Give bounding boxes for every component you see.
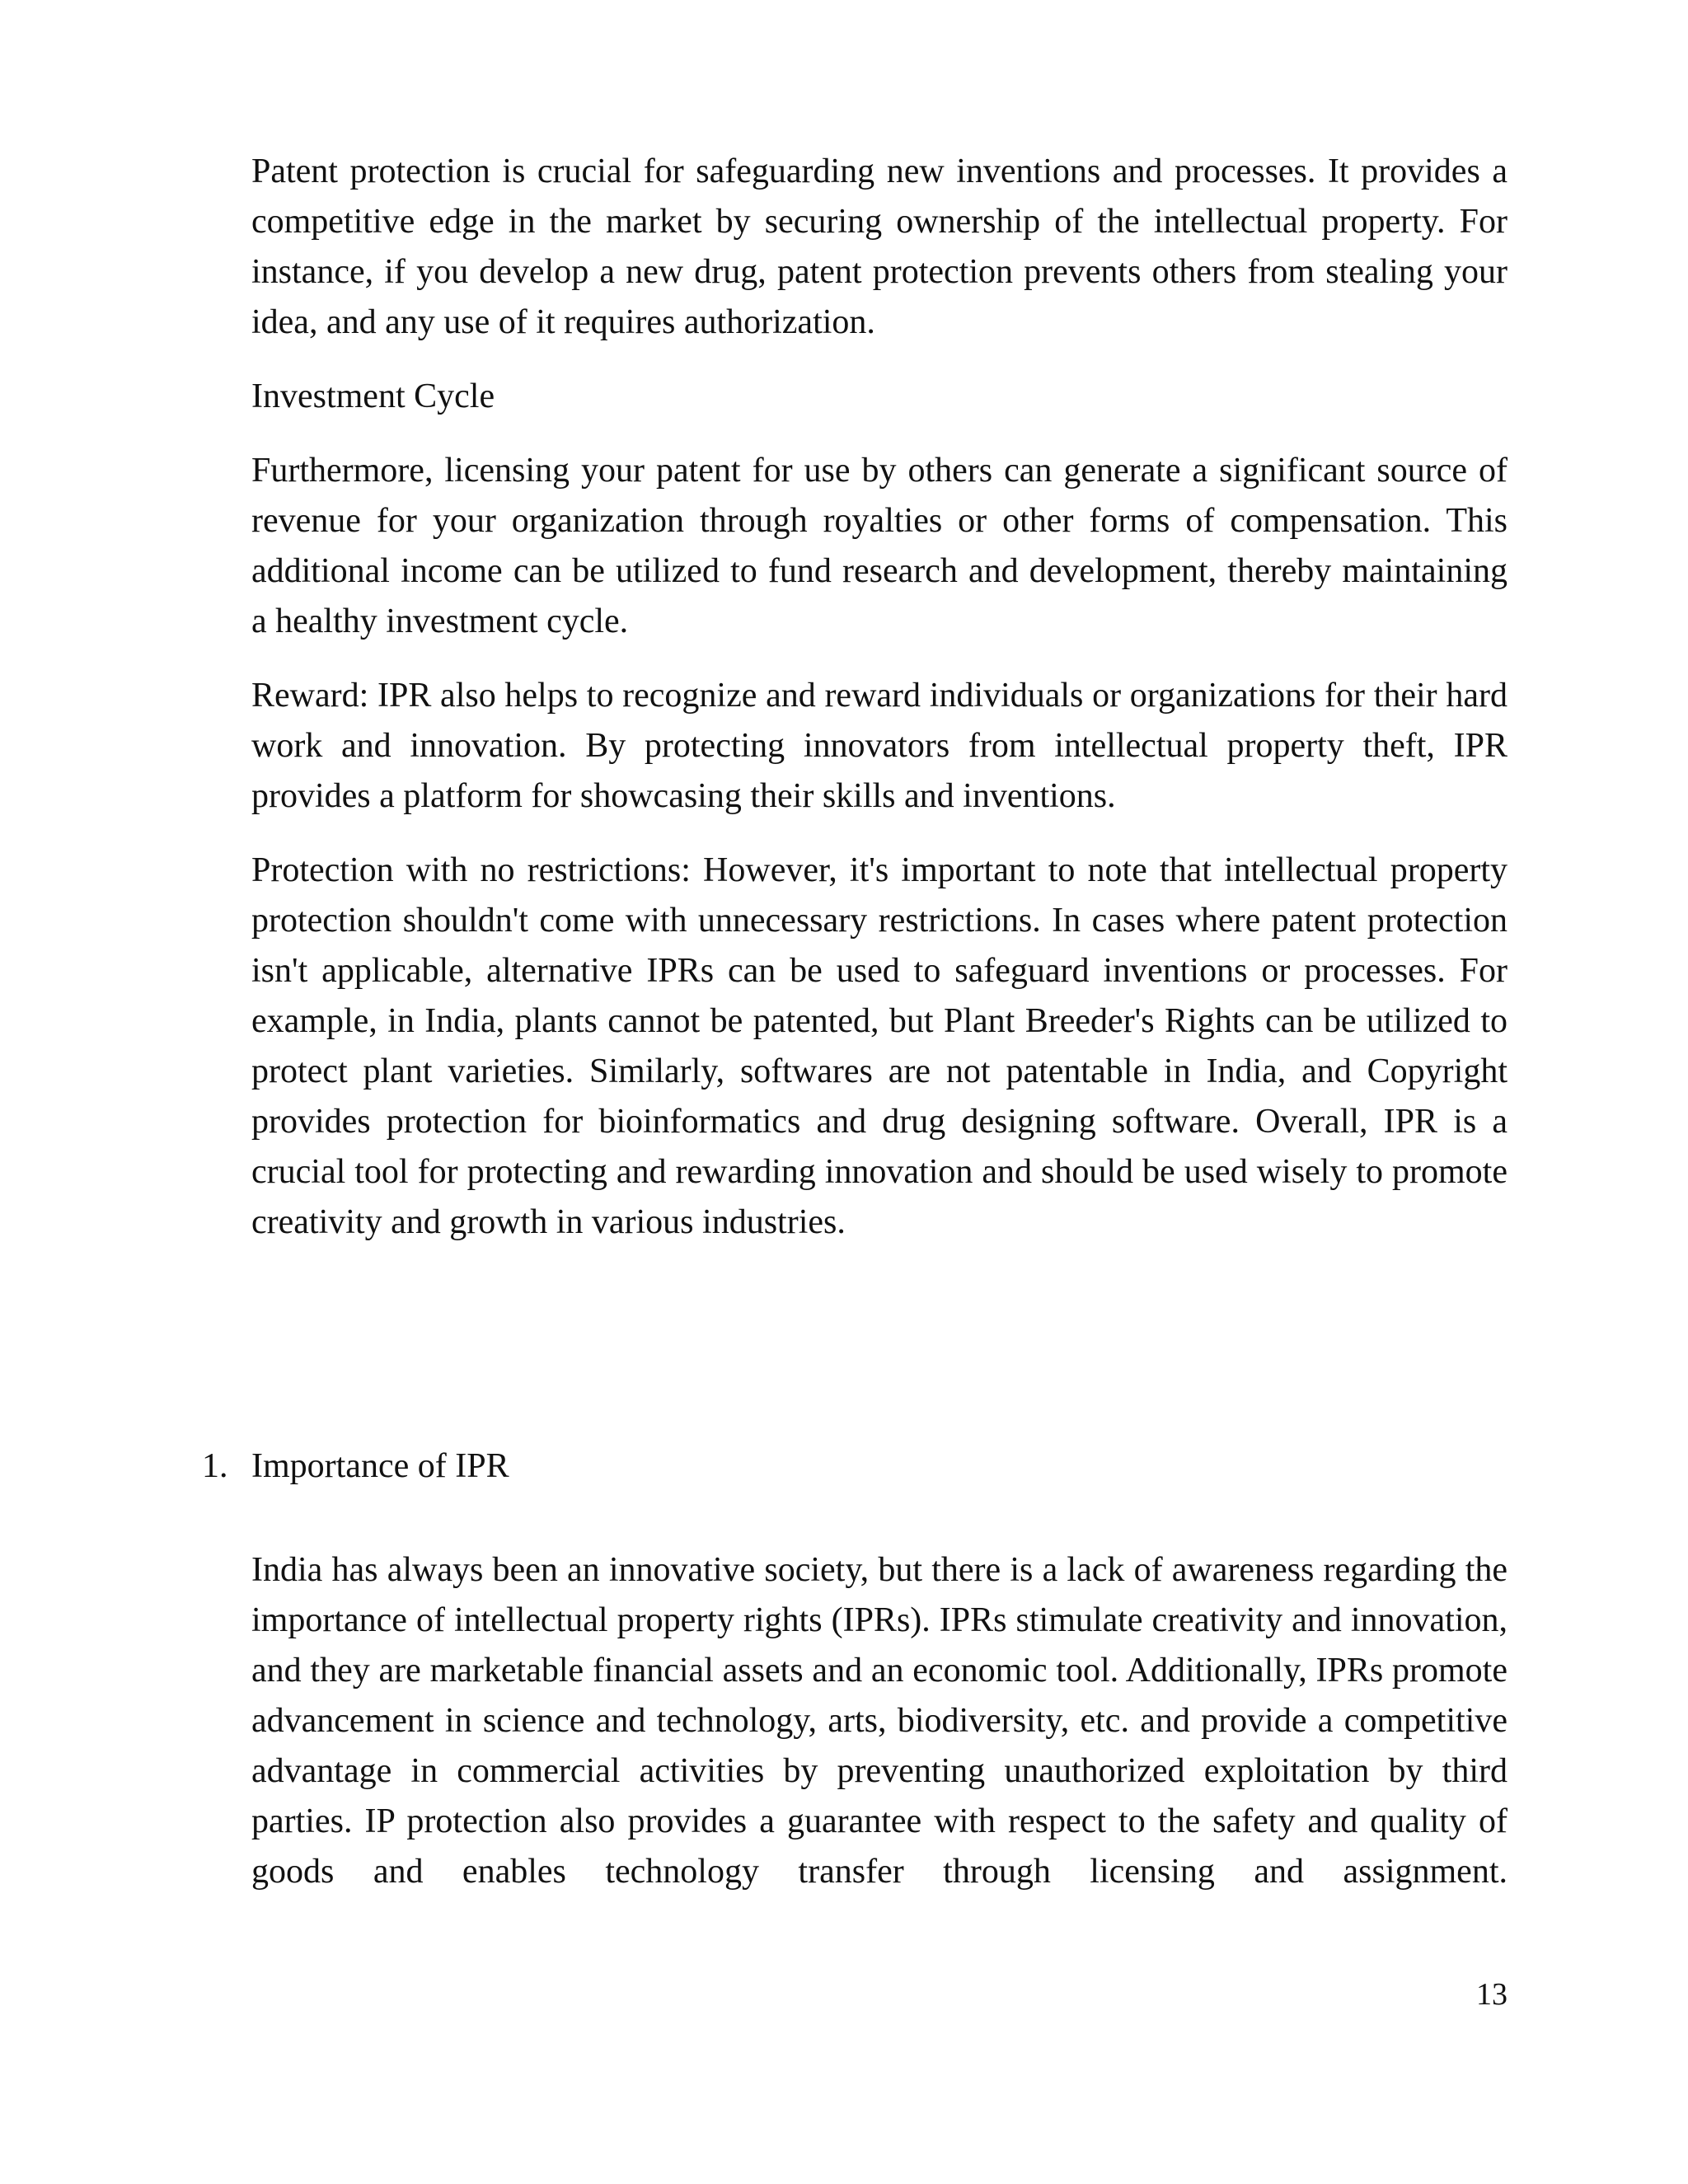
paragraph-protection-no-restrictions: Protection with no restrictions: However, it's important to note that intellectual property protection shouldn't come with unnecessary restrictions. In cases where patent protection isn't applicable, alternative IPRs can be used to safeguard inventions or processes. For example, in India, plants cannot be patented, but Plant Breeder's Rights can be utilized to protect plant varieties. Similarly, softwares are not patentable in India, and Copyright provides protection for bioinformatics and drug designing software. Overall, IPR is a crucial tool for protecting and rewarding innovation and should be used wisely to promote creativity and growth in various industries.	[251, 851, 1507, 1241]
section-body-text-block	[251, 1545, 1507, 1897]
paragraph-india-innovative-society: India has always been an innovative society, but there is a lack of awareness regarding the importance of intellectual property rights (IPRs). IPRs stimulate creativity and innovation, and they are marketable financial assets and an economic tool. Additionally, IPRs promote advancement in science and technology, arts, biodiversity, etc. and provide a competitive advantage in commercial activities by preventing unauthorized exploitation by third parties. IP protection also provides a guarantee with respect to the safety and quality of goods and enables technology transfer through licensing and assignment.	[251, 1551, 1507, 1891]
subheading-investment-cycle: Investment Cycle	[251, 377, 495, 415]
section-heading-importance-of-ipr	[202, 1441, 509, 1492]
page-number: 13	[1476, 1977, 1507, 2012]
paragraph-patent-protection: Patent protection is crucial for safeguarding new inventions and processes. It provides a competitive edge in the market by securing ownership of the intellectual property. For instance, if you develop a new drug, patent protection prevents others from stealing your idea, and any use of it requires authorization.	[251, 152, 1507, 341]
section-title: Importance of IPR	[251, 1447, 509, 1485]
section-number: 1.	[202, 1447, 228, 1485]
paragraph-licensing-revenue: Furthermore, licensing your patent for use by others can generate a significant source of revenue for your organization through royalties or other forms of compensation. This additional income can be utilized to fund research and development, thereby maintaining a healthy investment cycle.	[251, 452, 1507, 640]
paragraph-reward: Reward: IPR also helps to recognize and reward individuals or organizations for their hard work and innovation. By protecting innovators from intellectual property theft, IPR provides a platform for showcasing their skills and inventions.	[251, 677, 1507, 815]
body-text-block	[251, 147, 1507, 1248]
